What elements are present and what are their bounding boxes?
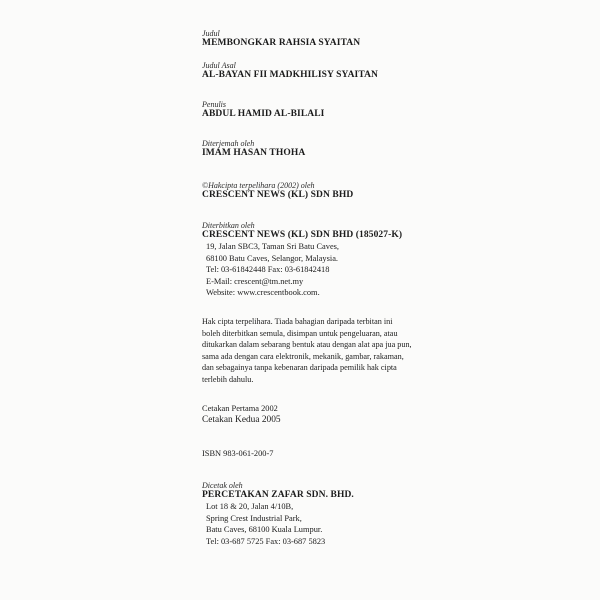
- printer-label: Dicetak oleh: [202, 481, 243, 490]
- original-title-label: Judul Asal: [202, 61, 236, 70]
- printer-address-line: Spring Crest Industrial Park,: [206, 513, 302, 523]
- notice-line: sama ada dengan cara elektronik, mekanik, gambar, rakaman,: [202, 351, 404, 361]
- printing-history: [202, 403, 582, 426]
- publisher-email: E-Mail: crescent@tm.net.my: [206, 276, 304, 286]
- original-title: AL-BAYAN FII MADKHILISY SYAITAN: [202, 70, 378, 80]
- copyright-notice: [202, 316, 582, 386]
- author-label: Penulis: [202, 100, 226, 109]
- title-label: Judul: [202, 29, 220, 38]
- first-printing: Cetakan Pertama 2002: [202, 404, 278, 413]
- book-title: MEMBONGKAR RAHSIA SYAITAN: [202, 38, 361, 48]
- printer-address-line: Lot 18 & 20, Jalan 4/10B,: [206, 502, 294, 511]
- printer-phone: Tel: 03-687 5725 Fax: 03-687 5823: [206, 536, 326, 546]
- publisher-name: CRESCENT NEWS (KL) SDN BHD (185027-K): [202, 230, 403, 240]
- title-section: [202, 29, 582, 49]
- notice-line: ditukarkan dalam sebarang bentuk atau dengan alat apa jua pun,: [202, 340, 412, 350]
- printer-section: [202, 481, 582, 547]
- publisher-section: [202, 221, 582, 299]
- second-printing: Cetakan Kedua 2005: [202, 414, 281, 425]
- publisher-label: Diterbitkan oleh: [202, 221, 255, 230]
- translator-section: [202, 139, 582, 159]
- publisher-address-line: 19, Jalan SBC3, Taman Sri Batu Caves,: [206, 242, 340, 251]
- notice-line: Hak cipta terpelihara. Tiada bahagian daripada terbitan ini: [202, 317, 393, 326]
- publisher-website: Website: www.crescentbook.com.: [206, 288, 320, 298]
- translator-name: IMAM HASAN THOHA: [202, 148, 306, 158]
- publisher-phone: Tel: 03-61842448 Fax: 03-61842418: [206, 265, 330, 275]
- isbn-section: [202, 448, 582, 460]
- copyright-holder: CRESCENT NEWS (KL) SDN BHD: [202, 190, 354, 200]
- original-title-section: [202, 61, 582, 81]
- notice-line: dan sebagainya tanpa kebenaran daripada pemilik hak cipta: [202, 363, 397, 373]
- copyright-section: [202, 181, 582, 201]
- author-name: ABDUL HAMID AL-BILALI: [202, 109, 325, 119]
- printer-name: PERCETAKAN ZAFAR SDN. BHD.: [202, 490, 354, 500]
- notice-line: boleh diterbitkan semula, disimpan untuk pengeluaran, atau: [202, 328, 398, 338]
- copyright-label: ©Hakcipta terpelihara (2002) oleh: [202, 181, 315, 190]
- translator-label: Diterjemah oleh: [202, 139, 255, 148]
- notice-line: terlebih dahulu.: [202, 374, 254, 384]
- author-section: [202, 100, 582, 120]
- publisher-address-line: 68100 Batu Caves, Selangor, Malaysia.: [206, 253, 339, 263]
- printer-address-line: Batu Caves, 68100 Kuala Lumpur.: [206, 525, 323, 535]
- isbn: ISBN 983-061-200-7: [202, 449, 274, 458]
